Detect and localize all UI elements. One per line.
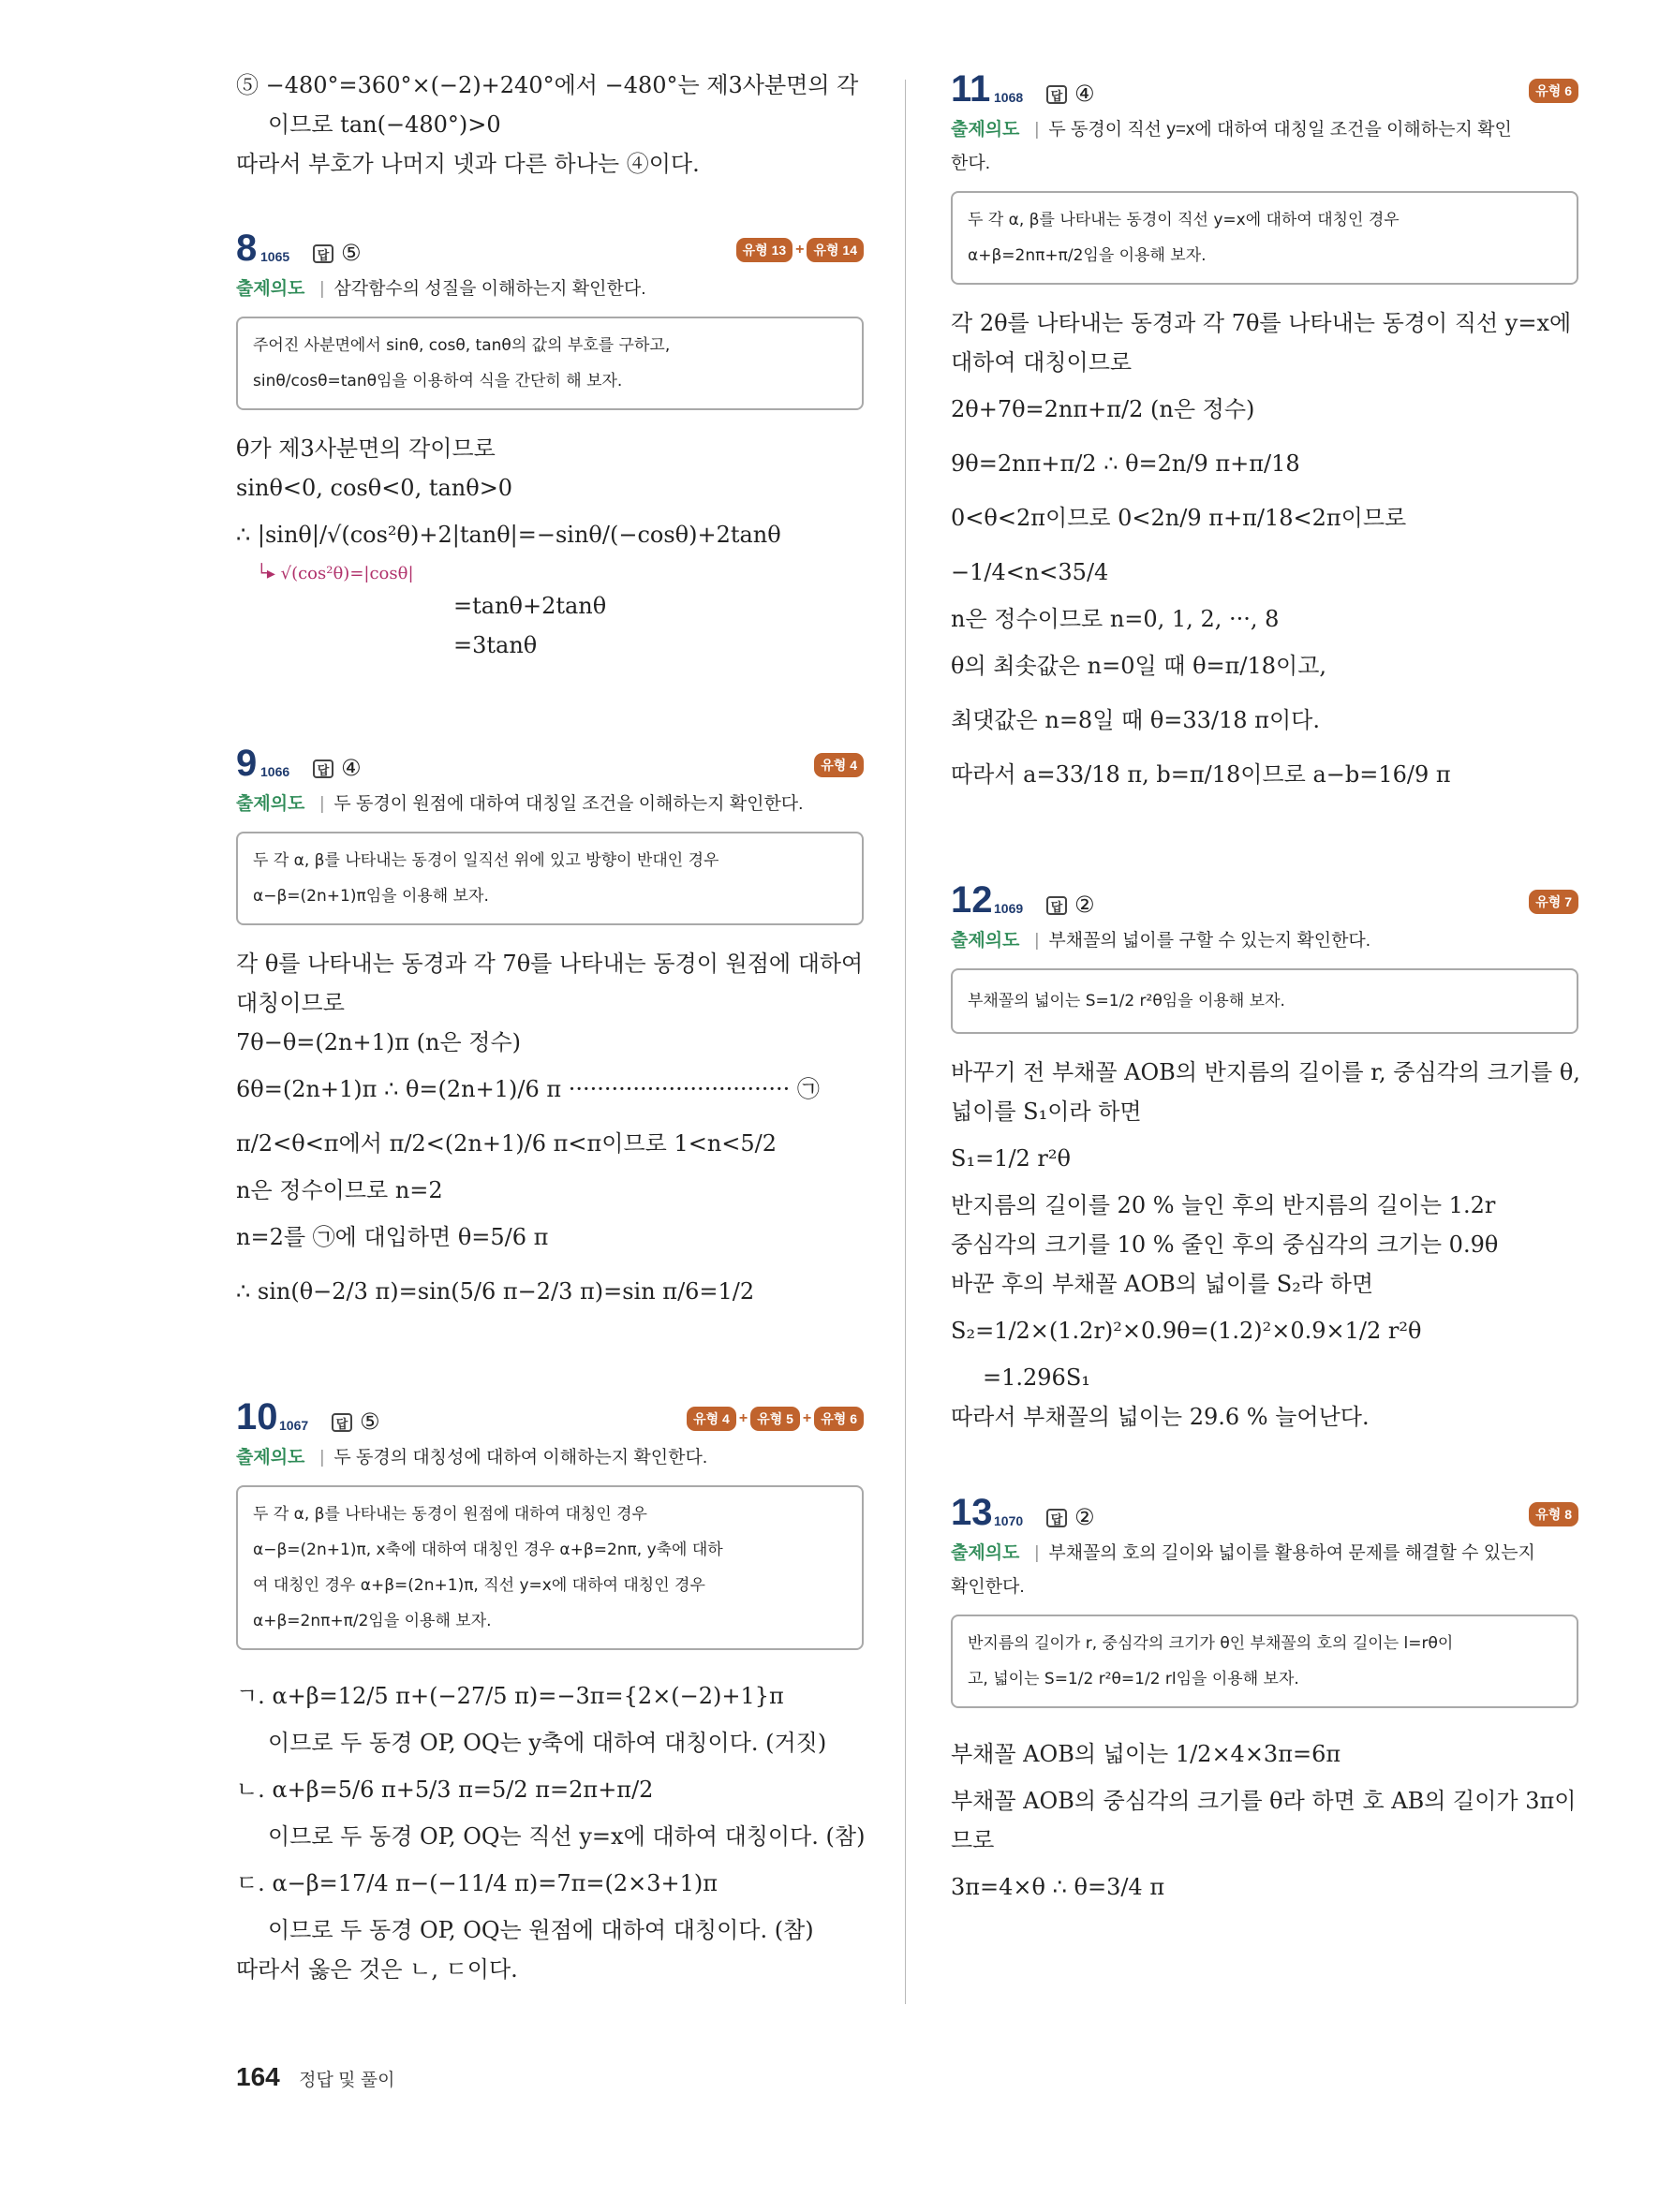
solution-line: ∴ sin(θ−2/3 π)=sin(5/6 π−2/3 π)=sin π/6=1/2 [236, 1278, 755, 1305]
intent-line [951, 1538, 1578, 1570]
problem-number: 11 [951, 68, 991, 110]
hint-line: 반지름의 길이가 r, 중심각의 크기가 θ인 부채꼴의 호의 길이는 l=rθ이 [968, 1634, 1454, 1653]
intent-text: 부채꼴의 호의 길이와 넓이를 활용하여 문제를 해결할 수 있는지 [1048, 1543, 1535, 1563]
intent-label: 출제의도 [236, 279, 305, 299]
problem-header [951, 66, 1578, 112]
answer-icon: 답 [1046, 85, 1067, 104]
problem-code: 1066 [260, 764, 290, 779]
solution-line: ∴ |sinθ|/√(cos²θ)+2|tanθ|=−sinθ/(−cosθ)+2tanθ [236, 522, 781, 548]
hint-line: α−β=(2n+1)π, x축에 대하여 대칭인 경우 α+β=2nπ, y축에 대하 [253, 1541, 723, 1559]
hint-box [236, 1485, 864, 1650]
solution-line: ㄷ. α−β=17/4 π−(−11/4 π)=7π=(2×3+1)π [236, 1870, 718, 1896]
type-badge: 유형 14 [807, 238, 864, 262]
hint-line: 두 각 α, β를 나타내는 동경이 일직선 위에 있고 방향이 반대인 경우 [253, 851, 719, 870]
problem-number: 8 [236, 228, 258, 269]
hint-box [236, 832, 864, 925]
type-badge: 유형 6 [1529, 79, 1578, 103]
intent-text-cont: 확인한다. [951, 1577, 1025, 1597]
hint-line: sinθ/cosθ=tanθ임을 이용하여 식을 간단히 해 보자. [253, 372, 623, 391]
type-badges [1529, 890, 1578, 914]
problem-number: 10 [236, 1396, 278, 1438]
hint-line: 주어진 사분면에서 sinθ, cosθ, tanθ의 값의 부호를 구하고, [253, 336, 671, 355]
solution-line: 이므로 두 동경 OP, OQ는 원점에 대하여 대칭이다. (참) [268, 1917, 814, 1943]
problem-number: 13 [951, 1492, 993, 1533]
hint-box [951, 1615, 1578, 1708]
hint-box [951, 968, 1578, 1034]
solution-line: S₂=1/2×(1.2r)²×0.9θ=(1.2)²×0.9×1/2 r²θ [951, 1318, 1422, 1344]
separator-icon: | [319, 1448, 325, 1467]
intent-label: 출제의도 [236, 794, 305, 814]
answer-icon: 답 [313, 759, 333, 778]
solution-line: 중심각의 크기를 10 % 줄인 후의 중심각의 크기는 0.9θ [951, 1231, 1499, 1258]
solution-line: 각 θ를 나타내는 동경과 각 7θ를 나타내는 동경이 원점에 대하여 [236, 951, 864, 977]
problem-11 [951, 66, 1578, 802]
annotation-note: └▸ √(cos²θ)=|cosθ| [257, 564, 414, 583]
problem-code: 1067 [279, 1418, 309, 1433]
solution-line: ㄴ. α+β=5/6 π+5/3 π=5/2 π=2π+π/2 [236, 1777, 654, 1803]
type-badge: 유형 8 [1529, 1502, 1578, 1526]
hint-line: 여 대칭인 경우 α+β=(2n+1)π, 직선 y=x에 대하여 대칭인 경우 [253, 1576, 705, 1595]
solution-line: 7θ−θ=(2n+1)π (n은 정수) [236, 1029, 521, 1055]
intent-label: 출제의도 [951, 931, 1020, 951]
right-column [951, 47, 1578, 1914]
hint-line: 두 각 α, β를 나타내는 동경이 원점에 대하여 대칭인 경우 [253, 1505, 647, 1524]
hint-line: 두 각 α, β를 나타내는 동경이 직선 y=x에 대하여 대칭인 경우 [968, 211, 1400, 229]
plus-icon: + [802, 1410, 812, 1426]
solution-line: 바꾸기 전 부채꼴 AOB의 반지름의 길이를 r, 중심각의 크기를 θ, [951, 1059, 1580, 1085]
hint-line: α+β=2nπ+π/2임을 이용해 보자. [253, 1612, 492, 1630]
solution-line: S₁=1/2 r²θ [951, 1145, 1071, 1172]
solution-line: 최댓값은 n=8일 때 θ=33/18 π이다. [951, 707, 1320, 733]
solution-line: 바꾼 후의 부채꼴 AOB의 넓이를 S₂라 하면 [951, 1271, 1374, 1297]
solution-line: sinθ<0, cosθ<0, tanθ>0 [236, 475, 513, 501]
solution-line: θ가 제3사분면의 각이므로 [236, 435, 496, 462]
solution-line: 9θ=2nπ+π/2 ∴ θ=2n/9 π+π/18 [951, 450, 1300, 477]
answer-icon: 답 [1046, 896, 1067, 915]
problem-header [236, 740, 864, 787]
problem-12 [951, 877, 1578, 1437]
solution-line: π/2<θ<π에서 π/2<(2n+1)/6 π<π이므로 1<n<5/2 [236, 1130, 778, 1157]
solution-line: =3tanθ [453, 632, 538, 658]
solution-line: 반지름의 길이를 20 % 늘인 후의 반지름의 길이는 1.2r [951, 1192, 1496, 1218]
intent-line [236, 1442, 864, 1474]
solution-line: 따라서 a=33/18 π, b=π/18이므로 a−b=16/9 π [951, 761, 1451, 788]
answer-icon: 답 [1046, 1509, 1067, 1527]
problem-header [236, 1394, 864, 1440]
intent-label: 출제의도 [951, 120, 1020, 140]
answer-value: ⑤ [360, 1408, 380, 1435]
solution-line: 6θ=(2n+1)π ∴ θ=(2n+1)/6 π ······························· ㉠ [236, 1076, 820, 1102]
intent-text: 두 동경의 대칭성에 대하여 이해하는지 확인한다. [333, 1448, 708, 1467]
solution-line: =tanθ+2tanθ [453, 593, 607, 619]
answer-value: ② [1074, 1504, 1095, 1530]
solution-line: 부채꼴 AOB의 넓이는 1/2×4×3π=6π [951, 1741, 1341, 1767]
intent-label: 출제의도 [951, 1543, 1020, 1563]
solution-line: =1.296S₁ [983, 1364, 1090, 1391]
type-badge: 유형 4 [687, 1407, 736, 1431]
separator-icon: | [1034, 120, 1040, 140]
top-text-2: 이므로 tan(−480°)>0 [268, 111, 501, 138]
separator-icon: | [1034, 1543, 1040, 1563]
intent-text-cont: 한다. [951, 154, 990, 173]
solution-line: 각 2θ를 나타내는 동경과 각 7θ를 나타내는 동경이 직선 y=x에 [951, 310, 1572, 336]
solution-line: 대하여 대칭이므로 [951, 349, 1133, 376]
problem-10 [236, 1394, 864, 1989]
answer-value: ② [1074, 892, 1095, 918]
problem-9 [236, 740, 864, 1319]
problem-number: 12 [951, 879, 993, 921]
hint-line: α−β=(2n+1)π임을 이용해 보자. [253, 887, 489, 906]
intent-line [951, 925, 1578, 957]
footer-label: 정답 및 풀이 [299, 2071, 395, 2090]
type-badges [1529, 79, 1578, 103]
type-badge: 유형 13 [736, 238, 793, 262]
problem-header [236, 225, 864, 272]
solution-line: −1/4<n<35/4 [951, 559, 1109, 585]
solution-line: 부채꼴 AOB의 중심각의 크기를 θ라 하면 호 AB의 길이가 3π이 [951, 1788, 1577, 1814]
left-column [236, 66, 864, 1989]
type-badges [1529, 1502, 1578, 1526]
hint-line: 부채꼴의 넓이는 S=1/2 r²θ임을 이용해 보자. [968, 992, 1285, 1010]
plus-icon: + [738, 1410, 748, 1426]
intent-text: 두 동경이 원점에 대하여 대칭일 조건을 이해하는지 확인한다. [333, 794, 804, 814]
solution-line: 0<θ<2π이므로 0<2n/9 π+π/18<2π이므로 [951, 505, 1407, 531]
type-badge: 유형 6 [814, 1407, 864, 1431]
type-badges [736, 238, 864, 262]
solution-line: θ의 최솟값은 n=0일 때 θ=π/18이고, [951, 653, 1327, 679]
hint-box [951, 191, 1578, 285]
hint-box [236, 317, 864, 410]
plus-icon: + [795, 242, 805, 258]
intent-text: 두 동경이 직선 y=x에 대하여 대칭일 조건을 이해하는지 확인 [1048, 120, 1512, 140]
intent-line [951, 114, 1578, 146]
intent-text: 부채꼴의 넓이를 구할 수 있는지 확인한다. [1048, 931, 1371, 951]
solution-line: n=2를 ㉠에 대입하면 θ=5/6 π [236, 1224, 549, 1250]
type-badges [687, 1407, 864, 1431]
problem-code: 1065 [260, 249, 290, 264]
problem-header [951, 1489, 1578, 1536]
separator-icon: | [1034, 931, 1040, 951]
type-badge: 유형 5 [750, 1407, 800, 1431]
intent-line [236, 789, 864, 820]
page-number: 164 [236, 2062, 280, 2091]
separator-icon: | [319, 794, 325, 814]
type-badge: 유형 7 [1529, 890, 1578, 914]
solution-line: 넓이를 S₁이라 하면 [951, 1099, 1142, 1125]
solution-line: 따라서 부채꼴의 넓이는 29.6 % 늘어난다. [951, 1404, 1370, 1430]
solution-line: 3π=4×θ ∴ θ=3/4 π [951, 1874, 1165, 1900]
solution-line: 이므로 두 동경 OP, OQ는 직선 y=x에 대하여 대칭이다. (참) [268, 1823, 866, 1850]
solution-line: 2θ+7θ=2nπ+π/2 (n은 정수) [951, 396, 1255, 422]
type-badge: 유형 4 [814, 753, 864, 777]
problem-code: 1069 [994, 901, 1024, 916]
answer-icon: 답 [313, 244, 333, 263]
answer-value: ④ [1074, 81, 1095, 107]
problem-13 [951, 1489, 1578, 1914]
top-text-1: ⑤ −480°=360°×(−2)+240°에서 −480°는 제3사분면의 각 [236, 72, 859, 98]
solution-line: ㄱ. α+β=12/5 π+(−27/5 π)=−3π={2×(−2)+1}π [236, 1683, 784, 1709]
problem-code: 1070 [994, 1513, 1024, 1528]
answer-value: ④ [341, 755, 362, 781]
problem-code: 1068 [994, 90, 1024, 105]
intent-line [236, 273, 864, 305]
problem-header [951, 877, 1578, 923]
column-divider [905, 80, 906, 2004]
solution-line: n은 정수이므로 n=2 [236, 1177, 443, 1203]
separator-icon: | [319, 279, 325, 299]
problem-8 [236, 225, 864, 665]
top-text-3: 따라서 부호가 나머지 넷과 다른 하나는 ④이다. [236, 151, 700, 177]
solution-line: 이므로 두 동경 OP, OQ는 y축에 대하여 대칭이다. (거짓) [268, 1730, 827, 1756]
answer-value: ⑤ [341, 240, 362, 266]
intent-text: 삼각함수의 성질을 이해하는지 확인한다. [333, 279, 646, 299]
hint-line: 고, 넓이는 S=1/2 r²θ=1/2 rl임을 이용해 보자. [968, 1670, 1299, 1688]
hint-line: α+β=2nπ+π/2임을 이용해 보자. [968, 246, 1207, 265]
problem-number: 9 [236, 743, 258, 784]
solution-line: 므로 [951, 1827, 995, 1853]
type-badges [814, 753, 864, 777]
solution-line: 따라서 옳은 것은 ㄴ, ㄷ이다. [236, 1956, 518, 1983]
intent-label: 출제의도 [236, 1448, 305, 1467]
answer-icon: 답 [332, 1413, 352, 1432]
page-footer [236, 2062, 395, 2092]
solution-line: n은 정수이므로 n=0, 1, 2, ···, 8 [951, 606, 1280, 632]
solution-line: 대칭이므로 [236, 990, 345, 1016]
